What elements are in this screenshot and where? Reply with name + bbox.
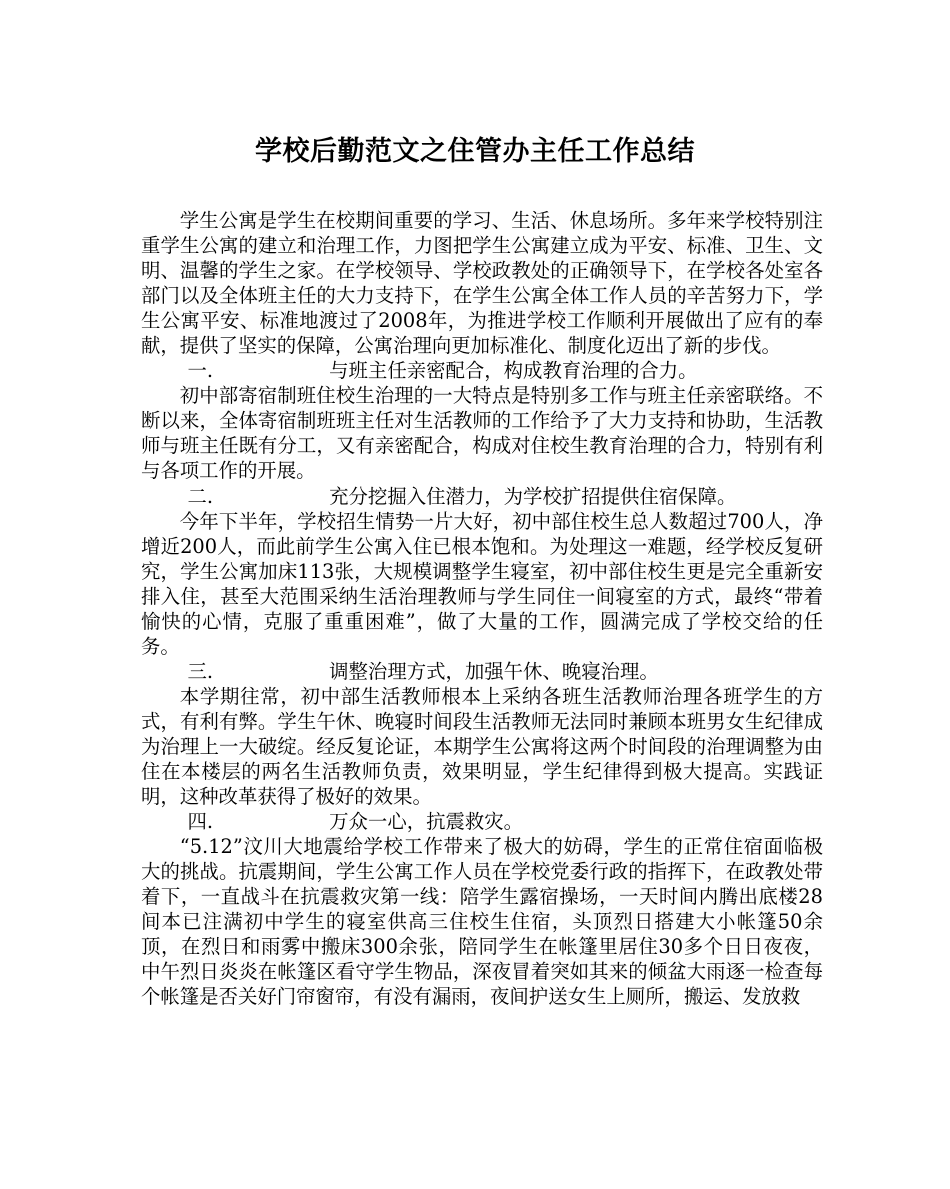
section-heading-text: 万众一心，抗震救灾。 xyxy=(329,810,524,834)
section-heading-4 xyxy=(141,809,823,834)
paragraph-section-3: 本学期往常，初中部生活教师根本上采纳各班生活教师治理各班学生的方式，有利有弊。学生午休、晚寝时间段生活教师无法同时兼顾本班男女生纪律成为治理上一大破绽。经反复论证，本期学生公寓将这两个时间段的治理调整为由住在本楼层的两名生活教师负责，效果明显，学生纪律得到极大提高。实践证明，这种改革获得了极好的效果。 xyxy=(141,684,823,809)
document-title: 学校后勤范文之住管办主任工作总结 xyxy=(255,136,695,167)
paragraph-intro: 学生公寓是学生在校期间重要的学习、生活、休息场所。多年来学校特别注重学生公寓的建立和治理工作，力图把学生公寓建立成为平安、标准、卫生、文明、温馨的学生之家。在学校领导、学校政教处的正确领导下，在学校各处室各部门以及全体班主任的大力支持下，在学生公寓全体工作人员的辛苦努力下，学生公寓平安、标准地渡过了2008年，为推进学校工作顺利开展做出了应有的奉献，提供了坚实的保障，公寓治理向更加标准化、制度化迈出了新的步伐。 xyxy=(141,209,823,358)
paragraph-section-4: “5.12”汶川大地震给学校工作带来了极大的妨碍，学生的正常住宿面临极大的挑战。抗震期间，学生公寓工作人员在学校党委行政的指挥下，在政教处带着下，一直战斗在抗震救灾第一线：陪学生露宿操场，一天时间内腾出底楼28间本已注满初中学生的寝室供高三住校生住宿，头顶烈日搭建大小帐篷50余顶，在烈日和雨雾中搬床300余张，陪同学生在帐篷里居住30多个日日夜夜，中午烈日炎炎在帐篷区看守学生物品，深夜冒着突如其来的倾盆大雨逐一检查每个帐篷是否关好门帘窗帘，有没有漏雨，夜间护送女生上厕所，搬运、发放救 xyxy=(141,835,823,1009)
section-heading-3 xyxy=(141,659,823,684)
paragraph-section-1: 初中部寄宿制班住校生治理的一大特点是特别多工作与班主任亲密联络。不断以来，全体寄宿制班班主任对生活教师的工作给予了大力支持和协助，生活教师与班主任既有分工，又有亲密配合，构成对住校生教育治理的合力，特别有利与各项工作的开展。 xyxy=(141,384,823,483)
section-heading-1 xyxy=(141,358,823,383)
section-number: 四. xyxy=(187,810,214,834)
paragraph-section-2: 今年下半年，学校招生情势一片大好，初中部住校生总人数超过700人，净增近200人，而此前学生公寓入住已根本饱和。为处理这一难题，经学校反复研究，学生公寓加床113张，大规模调整学生寝室，初中部住校生更是完全重新安排入住，甚至大范围采纳生活治理教师与学生同住一间寝室的方式，最终“带着愉快的心情，克服了重重困难”，做了大量的工作，圆满完成了学校交给的任务。 xyxy=(141,509,823,658)
section-number: 二. xyxy=(187,484,214,508)
section-number: 三. xyxy=(187,659,214,683)
section-heading-text: 调整治理方式，加强午休、晚寝治理。 xyxy=(329,659,659,683)
section-heading-text: 与班主任亲密配合，构成教育治理的合力。 xyxy=(329,359,698,383)
section-number: 一. xyxy=(187,359,214,383)
document-body xyxy=(141,208,823,1010)
section-heading-2 xyxy=(141,484,823,509)
section-heading-text: 充分挖掘入住潜力，为学校扩招提供住宿保障。 xyxy=(329,484,737,508)
